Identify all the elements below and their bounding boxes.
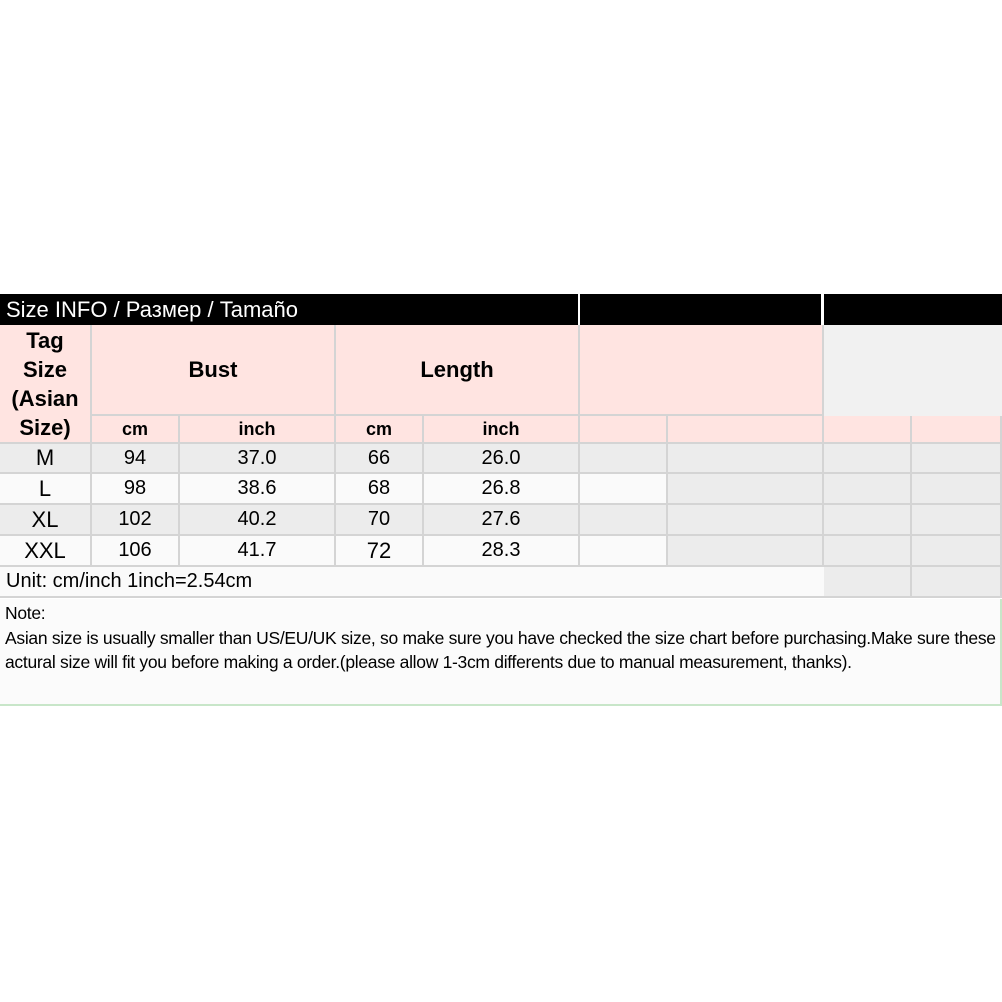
length-inch-cell: 26.8	[424, 474, 580, 505]
bust-inch-header: inch	[180, 416, 336, 444]
size-cell: M	[0, 444, 92, 474]
note-block	[0, 599, 1002, 706]
bust-inch-cell: 37.0	[180, 444, 336, 474]
empty-cell	[668, 444, 824, 474]
empty-cell	[668, 505, 824, 536]
empty-cell	[824, 536, 912, 567]
length-cm-cell: 68	[336, 474, 424, 505]
length-inch-cell: 28.3	[424, 536, 580, 567]
empty-cell	[668, 536, 824, 567]
empty-cell	[580, 444, 668, 474]
empty-cell	[824, 444, 912, 474]
length-cm-header: cm	[336, 416, 424, 444]
chart-title: Size INFO / Размер / Tamaño	[0, 294, 578, 325]
bust-cm-cell: 94	[92, 444, 180, 474]
empty-subheader-cell	[580, 416, 668, 444]
bust-cm-header: cm	[92, 416, 180, 444]
title-band-ext-1	[580, 294, 821, 325]
bust-cm-cell: 98	[92, 474, 180, 505]
size-cell: L	[0, 474, 92, 505]
empty-subheader-cell	[912, 416, 1002, 444]
note-text: Asian size is usually smaller than US/EU/UK size, so make sure you have checked the size chart before purchasing.Make sure these actural size will fit you before making a order.(please allow 1-3cm differents due to manual measurement, thanks).	[5, 627, 996, 672]
length-cm-cell: 72	[336, 536, 424, 567]
length-cm-cell: 70	[336, 505, 424, 536]
empty-cell	[824, 505, 912, 536]
empty-header-cell	[580, 325, 824, 416]
empty-subheader-cell	[668, 416, 824, 444]
empty-cell	[668, 474, 824, 505]
title-band-ext-2	[824, 294, 1002, 325]
bust-cm-cell: 106	[92, 536, 180, 567]
length-cm-cell: 66	[336, 444, 424, 474]
unit-note: Unit: cm/inch 1inch=2.54cm	[0, 567, 824, 598]
empty-cell	[580, 474, 668, 505]
bust-inch-cell: 40.2	[180, 505, 336, 536]
size-chart	[0, 294, 1002, 708]
size-cell: XXL	[0, 536, 92, 567]
note-label: Note:	[5, 603, 46, 623]
empty-cell	[912, 505, 1002, 536]
empty-cell	[912, 536, 1002, 567]
size-cell: XL	[0, 505, 92, 536]
length-inch-cell: 27.6	[424, 505, 580, 536]
length-inch-cell: 26.0	[424, 444, 580, 474]
empty-header-cell-2	[824, 325, 1002, 416]
bust-header: Bust	[92, 325, 336, 416]
bust-inch-cell: 38.6	[180, 474, 336, 505]
bust-cm-cell: 102	[92, 505, 180, 536]
empty-cell	[580, 505, 668, 536]
empty-cell	[580, 536, 668, 567]
tag-size-header: Tag Size (Asian Size)	[0, 325, 92, 444]
empty-cell	[824, 474, 912, 505]
length-inch-header: inch	[424, 416, 580, 444]
empty-cell	[824, 567, 912, 598]
empty-cell	[912, 567, 1002, 598]
length-header: Length	[336, 325, 580, 416]
empty-subheader-cell	[824, 416, 912, 444]
empty-cell	[912, 444, 1002, 474]
empty-cell	[912, 474, 1002, 505]
bust-inch-cell: 41.7	[180, 536, 336, 567]
